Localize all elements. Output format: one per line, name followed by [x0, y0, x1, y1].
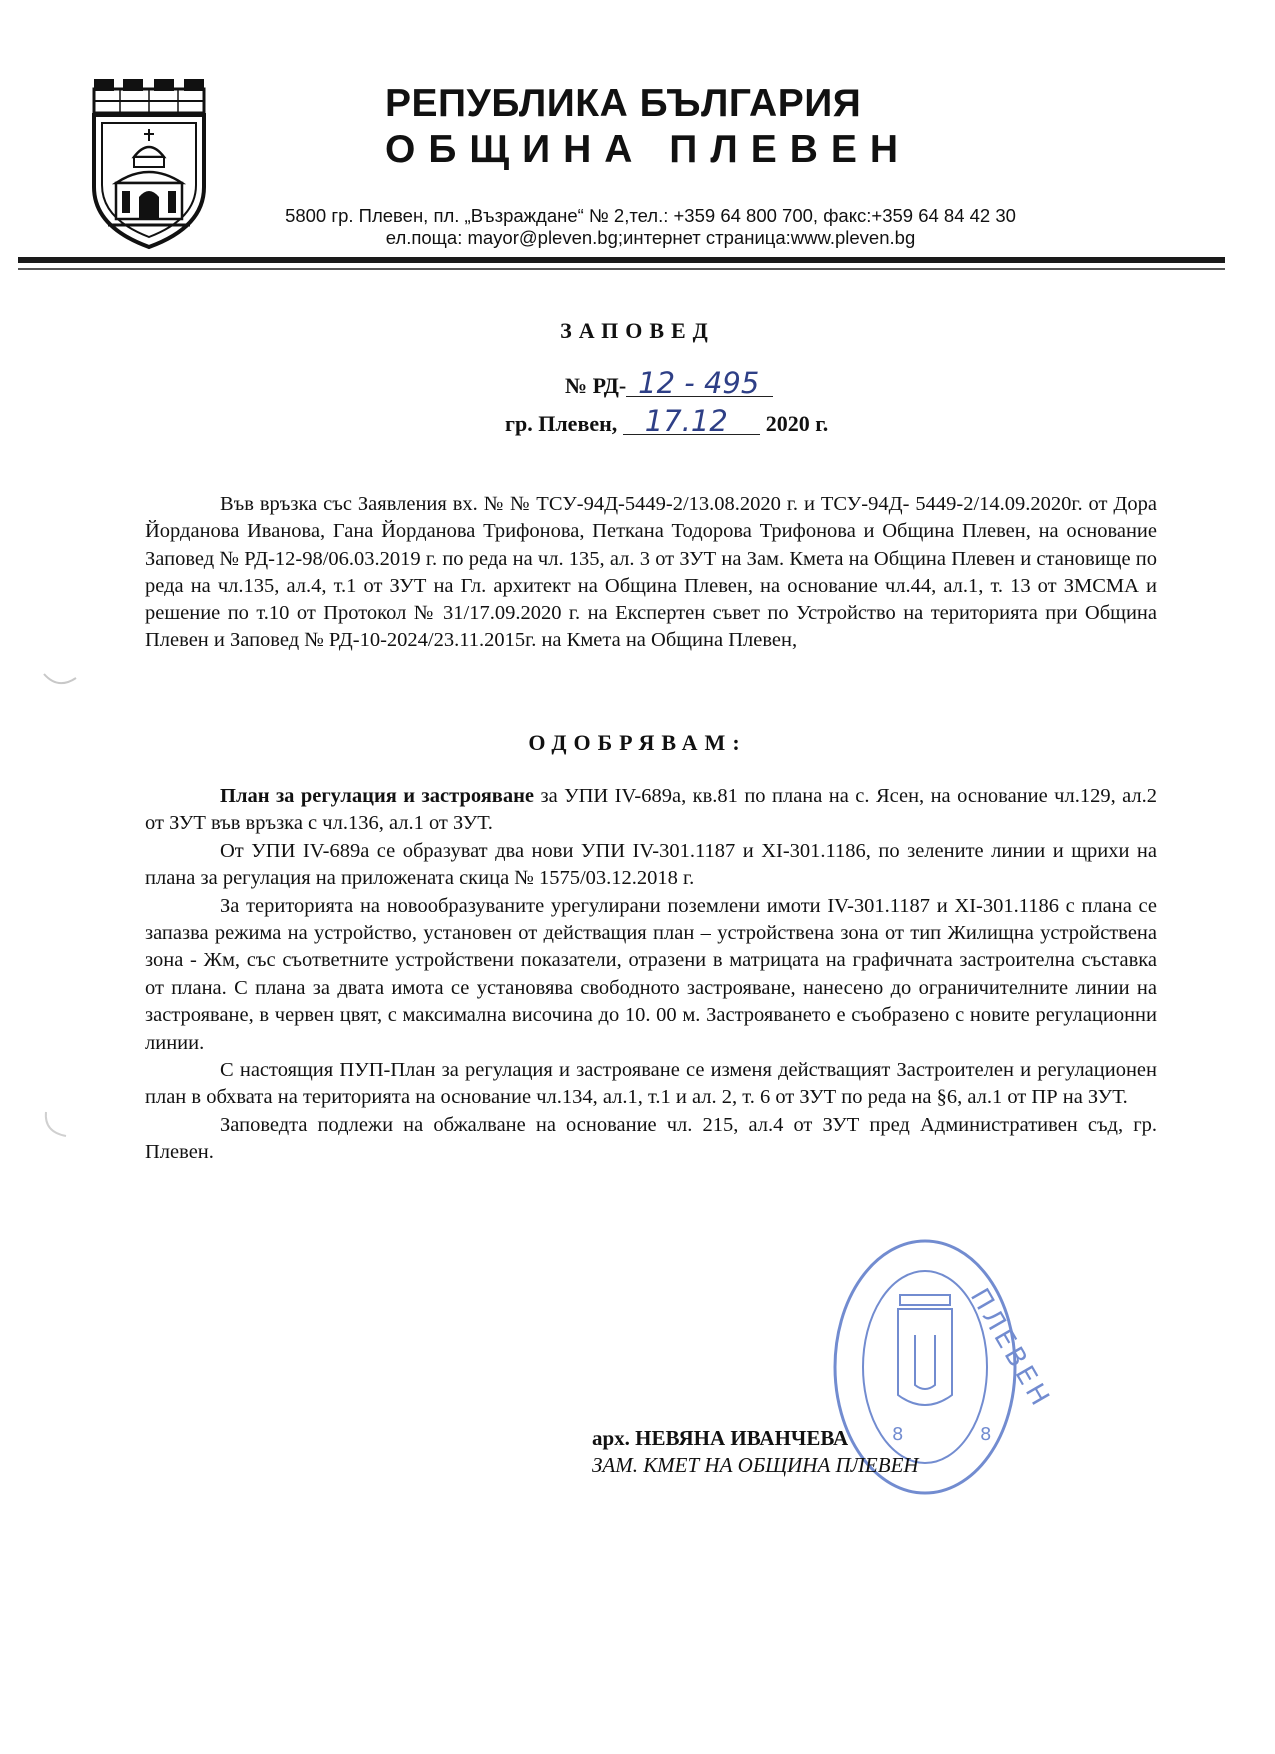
pleven-crest-icon: [90, 75, 208, 250]
order-year: 2020 г.: [765, 411, 829, 436]
header-divider-thick: [18, 257, 1225, 263]
paragraph-plan: [145, 783, 1157, 838]
order-place-date: [505, 404, 829, 438]
order-number-handwritten: 12 - 495: [626, 370, 773, 397]
stamp-text: ПЛЕВЕН: [963, 1283, 1057, 1414]
signatory-name: арх. НЕВЯНА ИВАНЧЕВА: [592, 1426, 849, 1450]
header-contacts: [233, 205, 1068, 249]
stamp-digits-right: 8: [980, 1424, 992, 1445]
paragraph-plan-bold: План за регулация и застрояване: [220, 785, 535, 807]
scan-mark: [42, 668, 78, 698]
contacts-email-web: ел.поща: mayor@pleven.bg;интернет страница:www.pleven.bg: [385, 227, 916, 248]
order-title: ЗАПОВЕД: [560, 318, 715, 343]
header-divider-thin: [18, 268, 1225, 270]
order-date-handwritten: 17.12: [623, 408, 760, 435]
order-place: гр. Плевен,: [505, 411, 618, 436]
paragraph-appeal: Заповедта подлежи на обжалване на основание чл. 215, ал.4 от ЗУТ пред Административен съд, гр. Плевен.: [145, 1113, 1157, 1164]
header-municipality: ОБЩИНА ПЛЕВЕН: [385, 128, 912, 171]
approve-heading: ОДОБРЯВАМ:: [528, 730, 747, 755]
order-body: [145, 783, 1157, 1167]
order-preamble: Във връзка със Заявления вх. № № ТСУ-94Д-5449-2/13.08.2020 г. и ТСУ-94Д- 5449-2/14.09.2020г. от Дора Йорданова Иванова, Гана Йорданова Трифонова, Петкана Тодорова Трифонова и Община Плевен, на основание Заповед № РД-12-98/06.03.2019 г. по реда на чл. 135, ал. 3 от ЗУТ на Зам. Кмета на Община Плевен и становище по реда на чл.135, ал.4, т.1 от ЗУТ на Гл. архитект на Община Плевен, на основание чл.44, ал.1, т. 13 от ЗМСМА и решение по т.10 от Протокол № 31/17.09.2020 г. на Експертен съвет по Устройство на територията при Община Плевен и Заповед № РД-10-2024/23.11.2015г. на Кмета на Община Плевен,: [145, 493, 1157, 652]
signatory-title: ЗАМ. КМЕТ НА ОБЩИНА ПЛЕВЕН: [592, 1453, 919, 1477]
paragraph-new-plots: От УПИ IV-689а се образуват два нови УПИ IV-301.1187 и XI-301.1186, по зелените линии и щрихи на плана за регулация на приложената скица № 1575/03.12.2018 г.: [145, 839, 1157, 890]
order-number-prefix: № РД-: [565, 373, 627, 398]
header-country: РЕПУБЛИКА БЪЛГАРИЯ: [385, 82, 862, 125]
stamp-digits-left: 8: [892, 1424, 904, 1445]
paragraph-plan-text: за УПИ IV-689а, кв.81 по плана на с. Ясен, на основание чл.129, ал.2 от ЗУТ във връзка с чл.136, ал.1 от ЗУТ.: [145, 785, 1158, 835]
order-number: [565, 366, 773, 400]
contacts-address-phone: 5800 гр. Плевен, пл. „Възраждане“ № 2,тел.: +359 64 800 700, факс:+359 64 84 42 30: [285, 205, 1016, 226]
paragraph-territory-regime: За територията на новообразуваните урегулирани поземлени имоти IV-301.1187 и XI-301.1186 с плана се запазва режима на устройство, установен от действащия план – устройствена зона от тип Жилищна устройствена зона - Жм, със съответните устройствени показатели, отразени в матрицата на графичната застроителна съставка от плана. С плана за двата имота се установява свободното застрояване, нанесено до ограничителните линии на застрояване, в червен цвят, с максимална височина до 10. 00 м. Застрояването е съобразено с новите регулационни линии.: [145, 894, 1157, 1054]
scan-mark: [42, 1110, 78, 1140]
paragraph-plan-amendment: С настоящия ПУП-План за регулация и застрояване се изменя действащият Застроителен и регулационен план в обхвата на територията на основание чл.134, ал.1, т.1 и ал. 2, т. 6 от ЗУТ по реда на §6, ал.1 от ПР на ЗУТ.: [145, 1059, 1157, 1109]
